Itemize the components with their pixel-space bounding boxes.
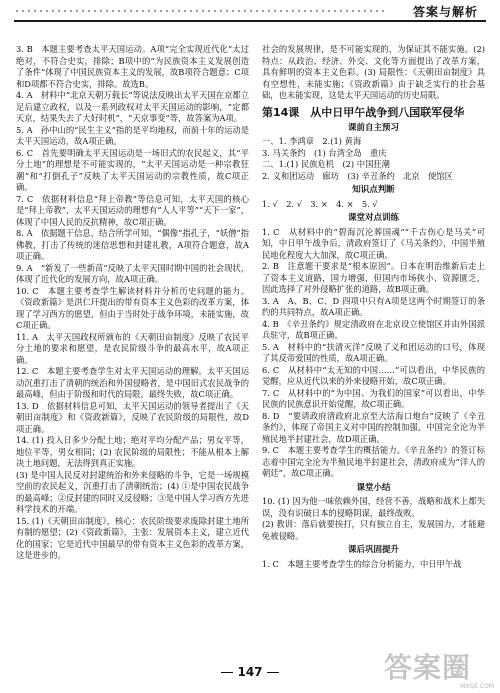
page-number: 147	[0, 665, 500, 679]
answer-paragraph: 4. A 材料中“北京天朝万载长”等说法反映出太平天国在京都立足后建立政权，以及一系列政权对太平天国运动的影响，“定都天京，结果失去了大好时机”，“天京事变”等，故答案为A项。	[16, 90, 249, 123]
answer-paragraph: 3. B 本题主要考查太平天国运动。A项“完全实现近代化”太过绝对，不符合史实，排除；B项中的“为民族资本主义发展创造了条件”体现了中国民族资本主义的发展，故B项符合题意；C项和D项都不符合史实，排除。故选B。	[16, 44, 249, 89]
answer-paragraph: 6. C 首先要明确太平天国运动是一场旧式的农民起义，其“平分土地”的理想是不可能实现的，“太平天国运动是一种宗教狂潮”和“打倒孔子”反映了太平天国运动的宗教性质，故C项正确。	[16, 147, 249, 192]
header-band	[0, 0, 500, 22]
answer-paragraph: 8. A 依据题干信息，结合所学可知，“偶像”指孔子，“妖僧”指佛教，打击了传统的迷信思想和封建礼教，A项符合题意，故A项正确。	[16, 228, 249, 261]
answer-paragraph: 10. C 本题主要考查学生解读材料并分析历史问题的能力。《资政新篇》是洪仁玕提出的带有资本主义色彩的改革方案，体现了学习西方的愿望，但由于当时处于战争环境，未能实施，故C项正确。	[16, 285, 249, 330]
lesson-title: 第14课 从中日甲午战争到八国联军侵华	[262, 105, 465, 119]
section-title: 课堂对点训练	[347, 213, 399, 223]
answer-paragraph: 3. 马关条约 (1) 台湾全岛 重庆	[262, 147, 387, 158]
answer-paragraph: 6. C 从材料中“太无知的中国……”可以看出，中华民族的觉醒，应从近代以来的外来侵略开始，故C项正确。	[262, 364, 485, 386]
section-title: 课堂小结	[356, 482, 391, 493]
answer-paragraph: 5. A 材料中的“扶清灭洋”反映了义和团运动的口号，体现了其反帝爱国的性质，故A项正确。	[262, 341, 485, 363]
answer-paragraph: 13. D 依据材料信息可知，太平天国运动的领导者提出了《天朝田亩制度》和《资政新篇》，反映了农民阶级的局限性，故D项正确。	[16, 400, 249, 434]
section-title: 课前自主预习	[347, 122, 399, 133]
watermark-logo	[384, 653, 494, 689]
answer-paragraph: 9. A “新发了一些新苗”反映了太平天国时期中国的社会现状，体现了近代化的发展方向，故A项正确。	[16, 262, 249, 284]
answer-paragraph: 2. 义和团运动 廊坊 (3) 辛丑条约 北京 使馆区	[262, 170, 453, 181]
answer-paragraph: 12. C 本题主要考查学生对太平天国运动的理解。太平天国运动沉重打击了清朝的统治和外国侵略者，是中国旧式农民战争的最高峰，但由于阶级和时代的局限，最终失败，故C项正确。	[16, 366, 249, 399]
answer-paragraph: 1. C 本题主要考查学生的综合分析能力，中日甲午战	[262, 558, 462, 569]
section-title: 知识点判断	[352, 185, 395, 195]
answer-paragraph: 9. C 本题主要考查学生的概括能力。《辛丑条约》的签订标志着中国完全沦为半殖民地半封建社会，清政府成为“洋人的朝廷”，故C项正确。	[262, 445, 485, 478]
answer-paragraph: 二、1.(1) 民族危机 (2) 中国狂潮	[262, 159, 390, 169]
answer-paragraph: 10. (1) 因为他一味依赖外国，经营不善，战略和战术上都失误，没有识破日本的侵略阴谋，最终战败。	[262, 496, 485, 518]
section-title: 课后巩固提升	[347, 545, 399, 555]
watermark-url: MXQE.COM	[460, 683, 494, 690]
lesson-sections	[262, 123, 485, 571]
answer-paragraph: 14. (1) 投入日多少分配土地；绝对平均分配产品；男女平等，地位平等，男女相同；(2) 农民阶级的局限性；不能从根本上解决土地问题，无法得到真正实施。	[16, 435, 249, 468]
answer-paragraph: 5. A 孙中山的“民生主义”指的是平均地权，而前十年的运动是太平天国运动，故A项正确。	[16, 124, 249, 146]
answer-paragraph: 15. (1)《天朝田亩制度》，核心：农民阶级要求废除封建土地所有制的愿望；(2)《资政新篇》，主张：发展资本主义，建立近代化的国家；它是近代中国最早的带有资本主义色彩的改革方案，这是进步的。	[16, 515, 249, 560]
left-column	[16, 44, 249, 664]
watermark-text: 答案圈	[384, 651, 472, 684]
header-dot-pattern	[14, 8, 384, 16]
header-title: 答案与解析	[412, 5, 478, 19]
answer-paragraph: 3. A A、B、C、D 四项中只有A项是这两个时期签订的条约的共同特点，故A项正确。	[262, 295, 485, 317]
answer-paragraph: (3) 是中国人民反对封建统治和外来侵略的斗争，它是一场规模空前的农民起义，沉重打击了清朝统治；(4) ①是中国农民战争的最高峰；②反封建的同时又反侵略；③是中国人学习西方先进科学技术的开端。	[16, 469, 249, 514]
answer-paragraph: 4. B 《辛丑条约》规定清政府在北京设立使馆区并由外国派兵驻守，故B项正确。	[262, 318, 485, 340]
answer-paragraph: 2. B 注意题干要求是“根本原因”。日本在明治维新后走上了资本主义道路，国力增强，但国内市场狭小、资源匮乏，因此选择了对外侵略扩张的道路，故B项正确。	[262, 261, 485, 294]
answer-paragraph: 8. D “要请政府清政府北京至大沽海口炮台”反映了《辛丑条约》，体现了帝国主义对中国的控制加强，中国完全沦为半殖民地半封建社会，故D项正确。	[262, 410, 485, 444]
header-rule	[14, 20, 486, 22]
answer-paragraph: 1. √ 2. √ 3. × 4. × 5. √	[262, 198, 378, 209]
answer-paragraph: 1. C 从材料中的“碧海沉沦葬国魂”“千古伤心是马关”可知，中日甲午战争后，清政府签订了《马关条约》，中国半殖民地化程度大大加深，故C项正确。	[262, 226, 485, 260]
answer-paragraph: 7. C 依据材料信息“拜上帝教”等信息可知，太平天国的核心是“拜上帝教”，太平天国运动的理想有“人人平等”“天下一家”，体现了中国人民的反抗精神，故C项正确。	[16, 193, 249, 227]
answer-paragraph: 7. C 从材料中的“为中国、为我们的国家”可以看出，中华民族的民族意识开始觉醒，故C项正确。	[262, 387, 485, 409]
answer-paragraph: (2) 教训：落后就要挨打，只有独立自主，发展国力，才能避免被侵略。	[262, 519, 485, 541]
right-column	[262, 44, 485, 664]
answer-paragraph: 11. A 太平天国政权所颁布的《天朝田亩制度》反映了农民平分土地的要求和愿望，是农民阶级斗争的最高水平，故A项正确。	[16, 331, 249, 365]
right-column-intro: 社会的发展规律，是不可能实现的，为保证其不能实施。(2) 特点：从政治、经济、外交、文化等方面提出了改革方案，具有鲜明的资本主义色彩。(3) 局限性：《天朝田亩制度》具有空想性，未能实施；《资政新篇》由于缺乏实行的社会基础，也未能实现，这是太平天国运动的历史局限。	[262, 44, 485, 100]
answer-paragraph: 一、1. 李鸿章 2.(1) 黄海	[262, 136, 362, 146]
